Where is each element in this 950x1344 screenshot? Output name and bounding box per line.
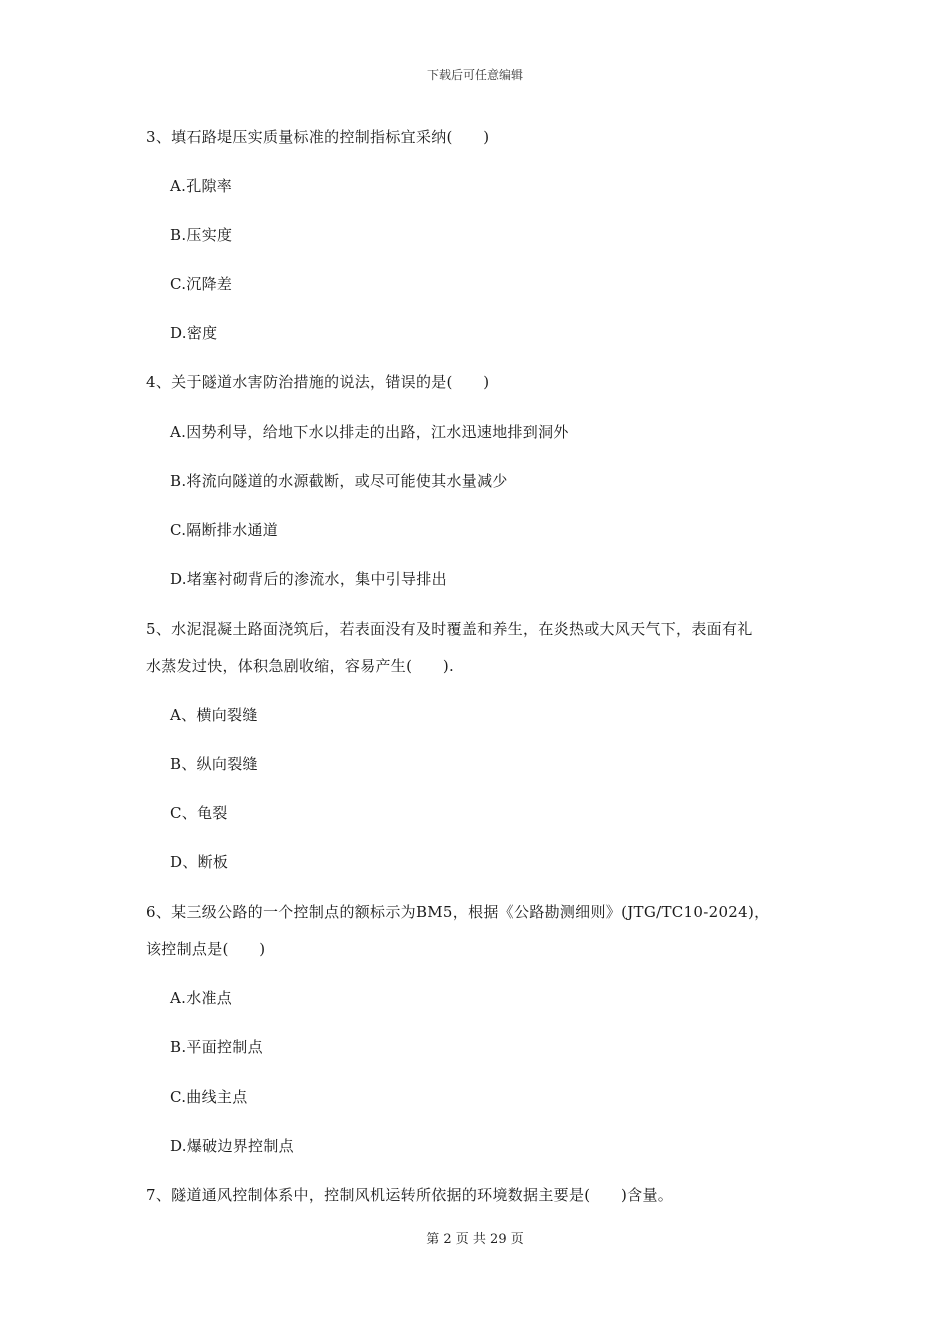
page-footer: 第 2 页 共 29 页 xyxy=(426,1232,524,1247)
question-5-option-a: A、横向裂缝 xyxy=(170,706,258,724)
question-6-option-c: C.曲线主点 xyxy=(170,1088,248,1106)
question-6-option-b: B.平面控制点 xyxy=(170,1038,263,1056)
question-3-option-a: A.孔隙率 xyxy=(170,177,233,195)
question-4-stem: 4、关于隧道水害防治措施的说法，错误的是( ) xyxy=(146,373,490,391)
question-4-option-a: A.因势利导，给地下水以排走的出路，江水迅速地排到洞外 xyxy=(170,423,569,441)
question-6-stem-line2: 该控制点是( ) xyxy=(146,940,266,958)
question-4-option-b: B.将流向隧道的水源截断，或尽可能使其水量减少 xyxy=(170,472,508,490)
question-4-option-c: C.隔断排水通道 xyxy=(170,521,279,539)
question-3-option-c: C.沉降差 xyxy=(170,275,233,293)
question-5-stem-line1: 5、水泥混凝土路面浇筑后，若表面没有及时覆盖和养生，在炎热或大风天气下，表面有礼 xyxy=(146,620,753,638)
question-6-stem-line1: 6、某三级公路的一个控制点的额标示为BM5，根据《公路勘测细则》(JTG/TC10-2024)， xyxy=(146,903,770,921)
question-7-stem: 7、隧道通风控制体系中，控制风机运转所依据的环境数据主要是( )含量。 xyxy=(146,1186,674,1204)
question-5-option-b: B、纵向裂缝 xyxy=(170,755,258,773)
question-5-option-c: C、龟裂 xyxy=(170,804,228,822)
question-4-option-d: D.堵塞衬砌背后的渗流水，集中引导排出 xyxy=(170,570,447,588)
question-3-stem: 3、填石路堤压实质量标准的控制指标宜采纳( ) xyxy=(146,128,490,146)
question-6-option-d: D.爆破边界控制点 xyxy=(170,1137,294,1155)
page-header: 下载后可任意编辑 xyxy=(426,68,523,82)
question-5-stem-line2: 水蒸发过快，体积急剧收缩，容易产生( ). xyxy=(146,657,455,675)
question-3-option-d: D.密度 xyxy=(170,324,218,342)
question-6-option-a: A.水准点 xyxy=(170,989,233,1007)
question-5-option-d: D、断板 xyxy=(170,853,229,871)
question-3-option-b: B.压实度 xyxy=(170,226,233,244)
